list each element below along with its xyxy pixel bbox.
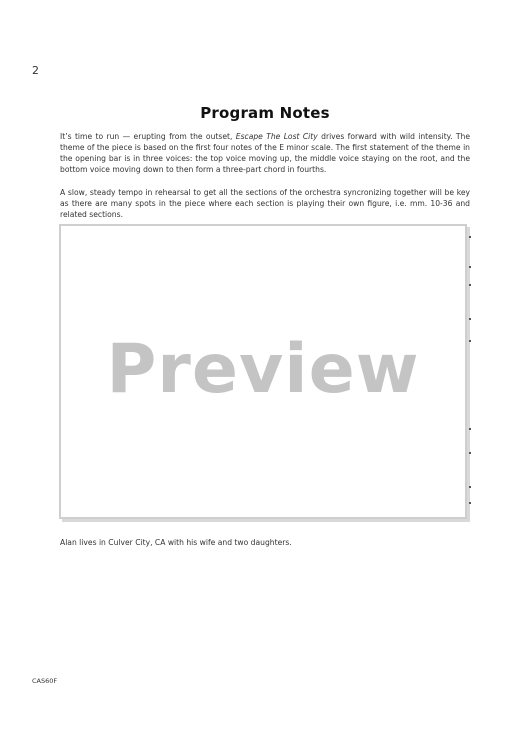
- paragraph-1-intro: It’s time to run — erupting from the outset,: [60, 132, 236, 141]
- program-notes-paragraph-2: A slow, steady tempo in rehearsal to get all the sections of the orchestra syncronizing together will be key as there are many spots in the piece where each section is playing their own figure, i.e. mm. 10-36 and related sections.: [60, 188, 470, 219]
- text-fragment-mark: [469, 502, 471, 504]
- piece-title-italic: Escape The Lost City: [235, 132, 318, 141]
- text-fragment-mark: [469, 318, 471, 320]
- preview-overlay: [59, 224, 467, 519]
- catalog-code: CAS60F: [32, 677, 58, 685]
- paragraph-1-rest: drives forward with wild intensity. The theme of the piece is based on the first four notes of the E minor scale. The first statement of the theme in the opening bar is in three voices: the top voice moving up, the middle voice staying on the root, and the bottom voice moving down to then form a three-part chord in fourths.: [60, 132, 470, 174]
- program-notes-paragraph-3: Alan lives in Culver City, CA with his wife and two daughters.: [60, 538, 292, 547]
- text-fragment-mark: [469, 340, 471, 342]
- program-notes-paragraph-1: [60, 131, 470, 175]
- text-fragment-mark: [469, 486, 471, 488]
- text-fragment-mark: [469, 452, 471, 454]
- text-fragment-mark: [469, 266, 471, 268]
- text-fragment-mark: [469, 428, 471, 430]
- text-fragment-mark: [469, 236, 471, 238]
- text-fragment-mark: [469, 284, 471, 286]
- page-number: 2: [32, 64, 39, 77]
- page-title: Program Notes: [200, 104, 330, 122]
- preview-watermark: Preview: [106, 330, 420, 409]
